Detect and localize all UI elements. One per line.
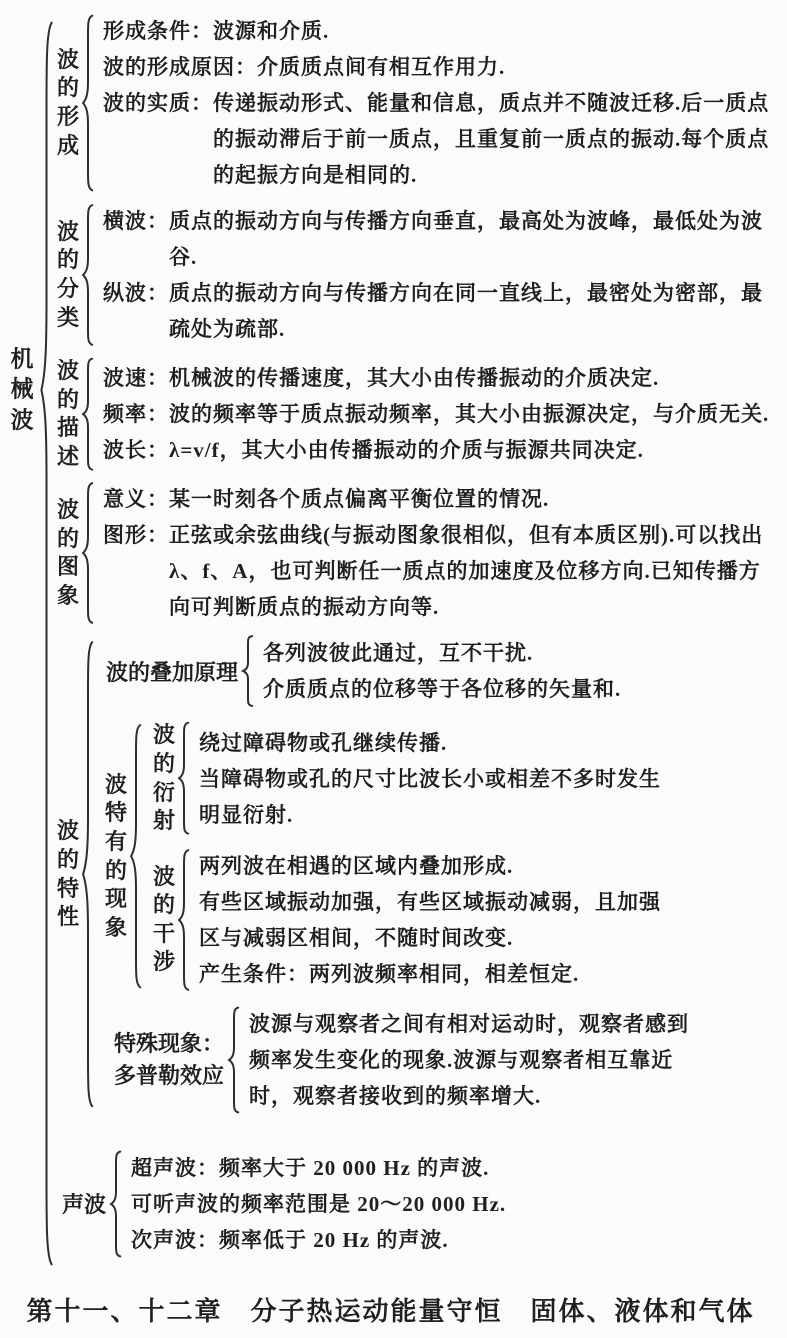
branch-label: 波特有的现象: [104, 771, 127, 940]
branch-wave-classification: [55, 203, 773, 347]
curly-brace: [81, 357, 95, 471]
tree-item: [263, 671, 773, 707]
tree-item: [103, 275, 773, 347]
item-head: 形成条件：: [103, 19, 213, 43]
tree-item: [103, 517, 773, 625]
tree-item: [103, 203, 773, 275]
item-head: 产生条件：: [199, 961, 309, 986]
curly-brace: [81, 203, 95, 347]
curly-brace: [241, 635, 255, 707]
item-head: 次声波：: [131, 1227, 220, 1252]
tree-item: [131, 1222, 773, 1258]
branch-wave-graph: [55, 481, 773, 625]
tree-item: [199, 761, 669, 833]
item-head: 波的形成原因：: [103, 55, 257, 79]
branch-superposition-principle: [103, 635, 773, 707]
branch-wave-formation: [55, 13, 773, 193]
root-label-mechanical-wave: 机械波: [10, 346, 34, 433]
item-body: 频率大于 20 000 Hz 的声波.: [219, 1155, 490, 1180]
tree-item: [103, 13, 773, 49]
tree-item: [103, 396, 773, 432]
root-curly-brace: [38, 10, 55, 1277]
branch-unique-phenomena: [103, 721, 773, 991]
item-body: 两列波频率相同，相差恒定.: [309, 961, 580, 986]
curly-brace: [129, 721, 143, 991]
branch-label: 波的干涉: [152, 863, 175, 975]
curly-brace: [81, 13, 95, 193]
branch-doppler-effect: [111, 1006, 773, 1114]
mechanical-wave-tree: [8, 10, 773, 1277]
tree-item: [103, 49, 773, 85]
item-body: 频率低于 20 Hz 的声波.: [219, 1227, 449, 1252]
item-body: 介质质点间有相互作用力.: [257, 55, 506, 79]
tree-item: [263, 635, 773, 671]
item-head: 横波：: [103, 209, 169, 233]
curly-brace: [227, 1006, 241, 1114]
item-body: λ=v/f，其大小由传播振动的介质与振源共同决定.: [169, 438, 644, 463]
tree-item: [131, 1150, 773, 1186]
item-body: 某一时刻各个质点偏离平衡位置的情况.: [169, 487, 550, 512]
curly-brace: [177, 721, 191, 835]
item-body: 传递振动形式、能量和信息，质点并不随波迁移.后一质点的振动滞后于前一质点，且重复前一质点的振动.每个质点的起振方向是相同的.: [213, 91, 770, 187]
item-body: 质点的振动方向与传播方向在同一直线上，最密处为密部，最疏处为疏部.: [169, 281, 763, 341]
curly-brace: [177, 848, 191, 992]
curly-brace: [109, 1150, 123, 1258]
branch-diffraction: [151, 721, 773, 835]
tree-item: [103, 432, 773, 468]
tree-item: [199, 884, 669, 956]
item-body: 波的频率等于质点振动频率，其大小由振源决定，与介质无关.: [169, 402, 770, 427]
root-label-column: [8, 10, 38, 1277]
item-head: 超声波：: [131, 1155, 220, 1180]
item-body: 当障碍物或孔的尺寸比波长小或相差不多时发生明显衍射.: [199, 766, 661, 827]
branch-interference: [151, 848, 773, 992]
item-body: 质点的振动方向与传播方向垂直，最高处为波峰，最低处为波谷.: [169, 209, 763, 269]
item-body: 正弦或余弦曲线(与振动图象很相似，但有本质区别).可以找出 λ、f、A，也可判断任一质点的加速度及位移方向.已知传播方向可判断质点的振动方向等.: [169, 523, 764, 620]
item-body: 两列波在相遇的区域内叠加形成.: [199, 853, 514, 878]
tree-item: [103, 85, 773, 193]
branch-label: 声波: [62, 1192, 107, 1218]
tree-item: [249, 1006, 703, 1114]
branch-sound-wave: [59, 1150, 773, 1258]
branch-label: 波的分类: [56, 218, 79, 330]
branch-wave-properties: [55, 635, 773, 1113]
chapter-footer: 第十一、十二章 分子热运动能量守恒 固体、液体和气体: [26, 1297, 755, 1326]
tree-item: [199, 956, 669, 992]
item-body: 各列波彼此通过，互不干扰.: [263, 641, 534, 666]
item-head: 波速：: [103, 366, 169, 391]
item-head: 纵波：: [103, 281, 169, 305]
branch-label: 波的叠加原理: [106, 659, 239, 685]
branch-label: 波的形成: [56, 46, 79, 158]
item-body: 波源与观察者之间有相对运动时，观察者感到频率发生变化的现象.波源与观察者相互靠近时，观察者接收到的频率增大.: [249, 1011, 690, 1108]
sections-column: [55, 10, 773, 1277]
item-body: 介质质点的位移等于各位移的矢量和.: [263, 677, 622, 702]
item-head: 频率：: [103, 402, 169, 427]
tree-item: [199, 848, 669, 884]
item-body: 绕过障碍物或孔继续传播.: [199, 730, 448, 755]
tree-item: [103, 360, 773, 396]
branch-label-line1: 特殊现象：: [114, 1030, 225, 1056]
item-body: 可听声波的频率范围是 20～20 000 Hz.: [131, 1191, 507, 1216]
branch-wave-description: [55, 357, 773, 471]
tree-item: [131, 1186, 773, 1222]
branch-label: 波的衍射: [152, 722, 175, 834]
tree-item: [103, 481, 773, 517]
tree-item: [199, 725, 669, 761]
item-head: 图形：: [103, 523, 169, 548]
item-body: 有些区域振动加强，有些区域振动减弱，且加强区与减弱区相间，不随时间改变.: [199, 889, 661, 950]
branch-label: 波的图象: [56, 497, 79, 608]
item-head: 波长：: [103, 438, 169, 463]
item-head: 波的实质：: [103, 91, 213, 115]
curly-brace: [81, 481, 95, 625]
item-body: 机械波的传播速度，其大小由传播振动的介质决定.: [169, 366, 660, 391]
item-body: 波源和介质.: [213, 19, 330, 43]
branch-label-line2: 多普勒效应: [114, 1062, 225, 1088]
curly-brace: [81, 635, 95, 1113]
item-head: 意义：: [103, 487, 169, 512]
branch-label: 波的描述: [56, 358, 79, 469]
branch-label: 波的特性: [56, 818, 79, 930]
branch-label: [111, 1028, 227, 1092]
